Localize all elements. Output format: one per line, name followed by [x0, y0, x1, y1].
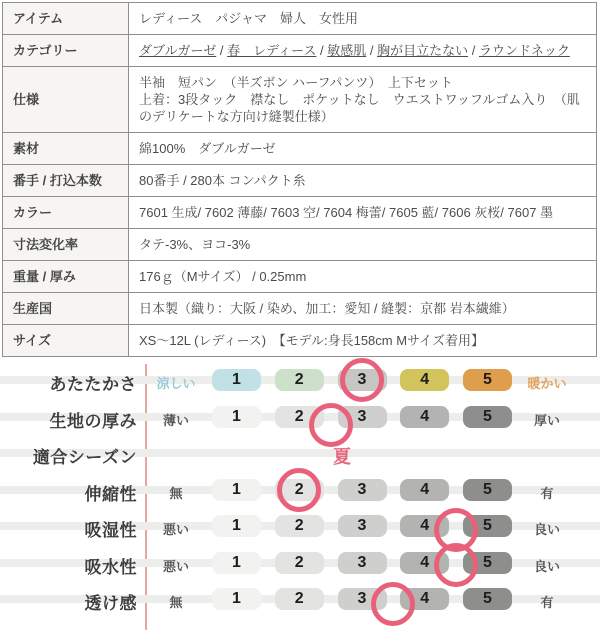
scale-end-max: 良い: [533, 558, 560, 574]
rating-label: 適合シーズン: [32, 448, 137, 467]
rating-label: 吸水性: [84, 557, 137, 577]
scale-chip-3: 3: [338, 552, 387, 574]
scale-end-min: 無: [169, 595, 183, 610]
selected-rating-circle: [277, 468, 321, 512]
scale-chip-1: 1: [212, 588, 261, 610]
spec-value: 綿100% ダブルガーゼ: [129, 133, 597, 165]
category-link[interactable]: 敏感肌: [327, 43, 367, 58]
scale-chip-5: 5: [463, 588, 512, 610]
spec-line: 半袖 短パン （半ズボン ハーフパンツ） 上下セット: [139, 75, 453, 90]
rating-label: 透け感: [84, 594, 137, 613]
scale-chip-5: 5: [463, 406, 512, 428]
scale-end-max: 暖かい: [527, 376, 567, 391]
rating-label: 生地の厚み: [49, 411, 137, 431]
rating-row-warmth: [0, 362, 600, 399]
spec-value: 176ｇ（Mサイズ） / 0.25mm: [129, 261, 597, 293]
scale-end-max: 有: [540, 595, 554, 610]
scale-end-min: 悪い: [162, 522, 189, 537]
spec-value: 7601 生成/ 7602 薄藤/ 7603 空/ 7604 梅蕾/ 7605 藍/ 7606 灰桜/ 7607 墨: [129, 197, 597, 229]
scale-chip-1: 1: [212, 515, 261, 537]
spec-label: 仕様: [3, 67, 129, 133]
scale-chip-3: 3: [338, 406, 387, 428]
spec-label: カラー: [3, 197, 129, 229]
spec-label: アイテム: [3, 3, 129, 35]
rating-row-season: [0, 435, 600, 472]
spec-row-color: [3, 197, 597, 229]
rating-label: 吸湿性: [84, 521, 137, 540]
scale-chip-5: 5: [463, 515, 512, 537]
scale-chip-4: 4: [400, 552, 449, 574]
spec-row-category: [3, 35, 597, 67]
scale-chip-1: 1: [212, 406, 261, 428]
scale-end-max: 有: [540, 485, 554, 501]
spec-value: [129, 67, 597, 133]
season-value: 夏: [333, 447, 352, 467]
scale-chip-3: 3: [338, 369, 387, 391]
rating-row-water-absorption: [0, 545, 600, 582]
spec-label: 生産国: [3, 293, 129, 325]
scale-chips: [212, 406, 512, 428]
scale-chip-3: 3: [338, 515, 387, 537]
separator: /: [216, 43, 228, 58]
scale-chip-5: 5: [463, 479, 512, 501]
spec-row-shrinkage: [3, 229, 597, 261]
scale-chip-3: 3: [338, 479, 387, 501]
scale-end-min: 涼しい: [156, 376, 196, 391]
spec-row-material: [3, 133, 597, 165]
category-link[interactable]: 春 レディース: [227, 43, 317, 58]
separator: /: [316, 43, 328, 58]
rating-row-stretch: [0, 472, 600, 509]
scale-end-min: 悪い: [162, 558, 189, 574]
category-link[interactable]: 胸が目立たない: [377, 43, 469, 58]
spec-value: 日本製（織り：大阪 / 染め、加工：愛知 / 縫製：京都 岩本繊維）: [129, 293, 597, 325]
spec-row-size: [3, 325, 597, 357]
separator: /: [468, 43, 479, 58]
scale-chip-4: 4: [400, 588, 449, 610]
rating-label: あたたかさ: [49, 375, 137, 394]
scale-chips: [212, 588, 512, 610]
separator: /: [366, 43, 378, 58]
scale-chip-1: 1: [212, 369, 261, 391]
spec-value: 80番手 / 280本 コンパクト糸: [129, 165, 597, 197]
scale-chip-5: 5: [463, 369, 512, 391]
scale-chip-2: 2: [275, 588, 324, 610]
selected-rating-circle: [371, 582, 415, 626]
scale-chips: [212, 479, 512, 501]
scale-chip-4: 4: [400, 515, 449, 537]
scale-chip-4: 4: [400, 406, 449, 428]
spec-line: 上着：3段タック 襟なし ポケットなし ウエストワッフルゴム入り （肌のデリケートな方向け縫製仕様）: [139, 92, 580, 124]
rating-label: 伸縮性: [84, 484, 137, 504]
spec-value: レディース パジャマ 婦人 女性用: [129, 3, 597, 35]
scale-chip-2: 2: [275, 369, 324, 391]
selected-rating-circle: [309, 403, 353, 447]
scale-end-min: 薄い: [162, 412, 189, 428]
spec-label: カテゴリー: [3, 35, 129, 67]
scale-chip-2: 2: [275, 479, 324, 501]
scale-chip-2: 2: [275, 552, 324, 574]
spec-label: 重量 / 厚み: [3, 261, 129, 293]
spec-label: 寸法変化率: [3, 229, 129, 261]
scale-end-max: 良い: [533, 522, 560, 537]
spec-row-weight-thickness: [3, 261, 597, 293]
scale-end-min: 無: [169, 485, 183, 501]
scale-chip-2: 2: [275, 515, 324, 537]
category-link[interactable]: ダブルガーゼ: [139, 43, 217, 58]
spec-label: 番手 / 打込本数: [3, 165, 129, 197]
scale-chip-2: 2: [275, 406, 324, 428]
spec-row-yarn-count: [3, 165, 597, 197]
product-spec-table: [2, 2, 597, 357]
spec-label: サイズ: [3, 325, 129, 357]
scale-end-max: 厚い: [533, 412, 560, 428]
rating-row-thickness: [0, 399, 600, 436]
spec-value: [129, 35, 597, 67]
selected-rating-circle: [434, 543, 478, 587]
scale-chip-3: 3: [338, 588, 387, 610]
spec-value: XS～12L (レディース) 【モデル:身長158cm Mサイズ着用】: [129, 325, 597, 357]
spec-row-country: [3, 293, 597, 325]
rating-row-moisture-absorption: [0, 508, 600, 545]
spec-value: タテ-3%、ヨコ-3%: [129, 229, 597, 261]
selected-rating-circle: [340, 358, 384, 402]
rating-row-sheerness: [0, 581, 600, 618]
spec-label: 素材: [3, 133, 129, 165]
scale-chip-1: 1: [212, 552, 261, 574]
scale-chip-5: 5: [463, 552, 512, 574]
spec-row-item: [3, 3, 597, 35]
scale-chip-1: 1: [212, 479, 261, 501]
category-link[interactable]: ラウンドネック: [478, 43, 570, 58]
spec-row-specs: [3, 67, 597, 133]
ratings-chart: [0, 362, 600, 630]
scale-chip-4: 4: [400, 479, 449, 501]
scale-chip-4: 4: [400, 369, 449, 391]
